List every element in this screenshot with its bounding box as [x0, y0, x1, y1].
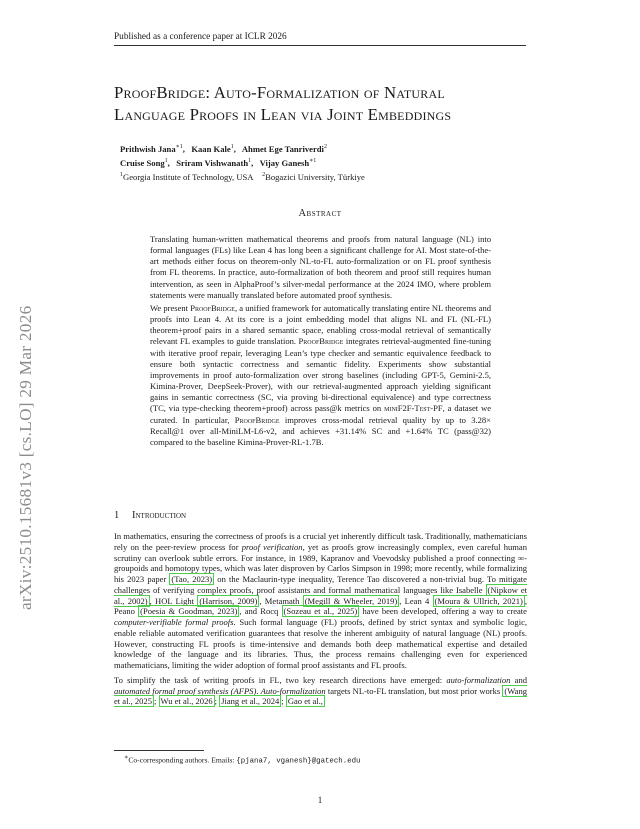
footnote-rule	[114, 750, 204, 751]
arxiv-stamp: arXiv:2510.15681v3 [cs.LO] 29 Mar 2026	[16, 305, 35, 610]
author: Sriram Vishwanath$^1$	[176, 157, 252, 168]
citation-link[interactable]: (Nipkow et al., 2002)	[114, 584, 527, 606]
citation-link[interactable]: Wu et al., 2026	[160, 696, 213, 707]
affiliations: $^1$Georgia Institute of Technology, USA $^2$Bogazici University, Türkiye	[120, 172, 365, 182]
intro-paragraph: To simplify the task of writing proofs in FL, two key research directions have emerged: auto-formalization and automated formal proof synthesis (AFPS). Auto-formalization targets NL-to-FL translation, but most prior works (Wang et al., 2025 ; Wu et al., 2026 ; Jiang et al., 2024 ; Gao et al.,	[114, 674, 527, 707]
citation-link[interactable]: (Wang et al., 2025	[114, 685, 527, 707]
page-number: 1	[317, 795, 323, 805]
abstract-paragraph: Translating human-written mathematical theorems and proofs from natural language (NL) into formal languages (FLs) like Lean 4 has long been a significant challenge for AI. Most state-of-the-art methods either focus on theorem-only NL-to-FL auto-formalization or on FL proof synthesis from FL theorems. In practice, auto-formalization of both theorem and proof still requires human intervention, as seen in AlphaProof’s silver-medal performance at the 2024 IMO, where problem statements were manually translated before automated proof synthesis.	[150, 234, 491, 300]
citation-link[interactable]: Jiang et al., 2024	[221, 696, 280, 707]
citation-link[interactable]: (Harrison, 2009)	[199, 595, 258, 606]
author: Kaan Kale$^1$	[191, 143, 234, 154]
intro-paragraph: In mathematics, ensuring the correctness of proofs is a crucial yet inherently difficult task. Traditionally, mathematicians rely on the peer-review process for proof verification, yet as proofs grow increasingly complex, even careful human scrutiny can overlook subtle errors. For instance, in 1989, Kapranov and Voevodsky published a proof connecting ∞-groupoids and homotopy types, which was later disproven by Carlos Simpson in 1998; more recently, while formalizing his 2023 paper (Tao, 2023) on the Maclaurin-type inequality, Terence Tao discovered a non-trivial bug. To mitigate challenges of verifying complex proofs, proof assistants and formal mathematical languages like Isabelle (Nipkow et al., 2002) , HOL Light (Harrison, 2009) , Metamath (Megill & Wheeler, 2019) , Lean 4 (Moura & Ullrich, 2021) , Peano (Poesia & Goodman, 2023) , and Rocq (Sozeau et al., 2025) have been developed, offering a way to create computer-verifiable formal proofs. Such formal language (FL) proofs, defined by strict syntax and symbolic logic, enable reliable automated verification guarantees that resolve the inherent ambiguity of natural language (NL) proofs. However, constructing FL proofs is time-intensive and demands both deep mathematical expertise and detailed knowledge of the language and its libraries. Thus, the process remains challenging even for experienced mathematicians, limiting the wider adoption of formal proof assistants and FL proofs.	[114, 531, 528, 670]
citation-link[interactable]: Gao et al.,	[287, 696, 323, 707]
citation-link[interactable]: (Poesia & Goodman, 2023)	[140, 606, 238, 617]
author: Prithwish Jana$^{∗1}$	[120, 143, 183, 154]
title-line-2: Language Proofs in Lean via Joint Embeddings	[114, 105, 452, 124]
abstract-heading: Abstract	[298, 208, 342, 219]
author: Vijay Ganesh$^{∗1}$	[259, 157, 317, 168]
footnote: ∗Co-corresponding authors. Emails: {pjana7, vganesh}@gatech.edu	[124, 754, 361, 766]
paper-title	[114, 82, 529, 126]
abstract-paragraph: We present ProofBridge, a unified framework for automatically translating entire NL theorems and proofs into Lean 4. At its core is a joint embedding model that aligns NL and FL (NL-FL) theorem+proof pairs in a shared semantic space, enabling cross-modal retrieval of semantically relevant FL examples to guide translation. ProofBridge integrates retrieval-augmented fine-tuning with iterative proof repair, leveraging Lean’s type checker and semantic equivalence feedback to ensure both syntactic correctness and semantic fidelity. Experiments show substantial improvements in proof auto-formalization over strong baselines (including GPT-5, Gemini-2.5, Kimina-Prover, DeepSeek-Prover), with our retrieval-augmented approach yielding significant gains in semantic correctness (SC, via proving bi-directional equivalence) and type correctness (TC, via type-checking theorem+proof) across pass@k metrics on miniF2F-Test-PF, a dataset we curated. In particular, ProofBridge improves cross-modal retrieval quality by up to 3.28× Recall@1 over all-MiniLM-L6-v2, and achieves +31.14% SC and +1.64% TC (pass@32) compared to the baseline Kimina-Prover-RL-1.7B.	[150, 302, 491, 447]
author: Ahmet Ege Tanriverdi$^2$	[241, 143, 327, 154]
introduction-body	[114, 531, 527, 711]
running-header: Published as a conference paper at ICLR 2026	[114, 32, 526, 46]
citation-link[interactable]: (Moura & Ullrich, 2021)	[434, 595, 523, 606]
abstract-body	[150, 234, 491, 450]
citation-link[interactable]: (Megill & Wheeler, 2019)	[304, 595, 398, 606]
citation-link[interactable]: (Tao, 2023)	[171, 574, 213, 584]
author: Cruise Song$^1$	[120, 157, 168, 168]
author-list: Prithwish Jana$^{∗1}$, Kaan Kale$^1$, Ahmet Ege Tanriverdi$^2$ Cruise Song$^1$, Sriram Vishwanath$^1$, Vijay Ganesh$^{∗1}$	[120, 143, 327, 168]
title-line-1: ProofBridge: Auto-Formalization of Natural	[114, 83, 445, 102]
section-heading: 1 Introduction	[114, 510, 187, 521]
citation-link[interactable]: (Sozeau et al., 2025)	[283, 606, 358, 617]
